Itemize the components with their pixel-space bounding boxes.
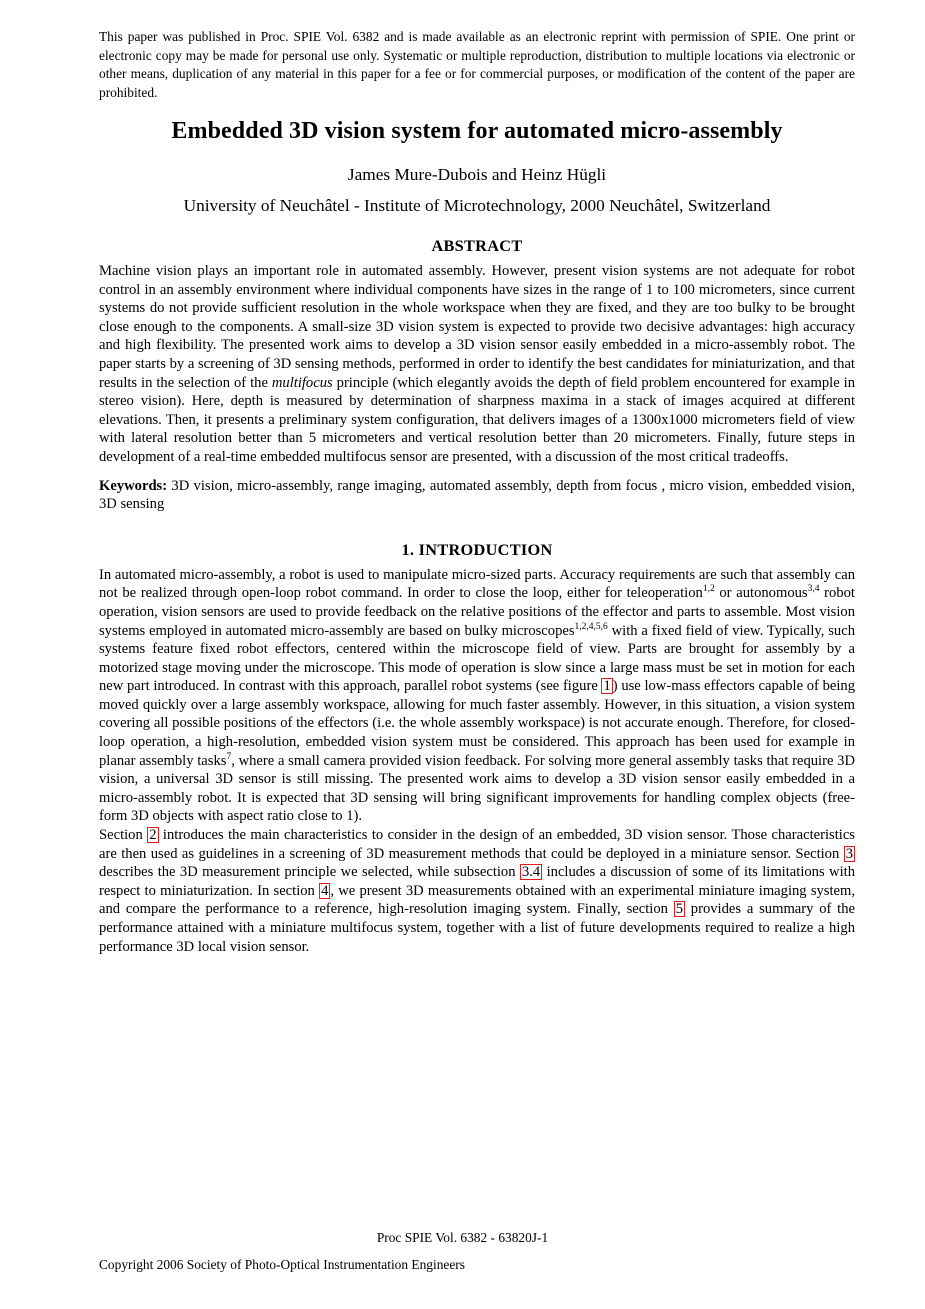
citation[interactable]: 7: [226, 751, 232, 762]
citation[interactable]: 1,2,4,5,6: [574, 621, 608, 632]
paper-page: [99, 28, 855, 956]
text-run: ) use low-mass effectors capable of being moved quickly over a large assembly workspace, allowing for much faster assembly. However, in this situation, a vision system covering all possible positions of the effectors (i.e. the whole assembly workspace) is not accurate enough. Therefore, for closed-loop operation, a high-resolution, embedded vision system must be considered. This approach has been used for example in planar assembly tasks: [99, 678, 856, 769]
text-run: introduces the main characteristics to consider in the design of an embedded, 3D vision sensor. Those characteristics are then used as guidelines in a screening of 3D measurement methods that could be deployed in a miniature sensor. Section: [99, 827, 855, 862]
affiliation: University of Neuchâtel - Institute of Microtechnology, 2000 Neuchâtel, Switzerland: [183, 196, 771, 215]
page-identifier: Proc SPIE Vol. 6382 - 63820J-1: [376, 1230, 549, 1245]
text-run: In automated micro-assembly, a robot is used to manipulate micro-sized parts. Accuracy requirements are such that assembly can not be realized through open-loop robot command. In order to close the loop, either for teleoperation: [99, 566, 855, 602]
subsection-link[interactable]: 3.4: [521, 864, 541, 881]
intro-paragraph-1: [99, 566, 855, 826]
section-link[interactable]: 5: [675, 901, 683, 918]
abstract-text-part2: principle (which elegantly avoids the depth of field problem encountered for example in stereo vision). Here, depth is measured by determination of sharpness maxima in a stack of images acquired at different elevations. Then, it presents a preliminary system configuration, that delivers images of a 1300x1000 micrometers field of view with lateral resolution better than 5 micrometers and vertical resolution better than 20 micrometers. Finally, future steps in development of a real-time embedded multifocus sensor are presented, with a discussion of the most critical tradeoffs.: [99, 374, 855, 465]
introduction-heading: 1. INTRODUCTION: [401, 539, 553, 559]
citation[interactable]: 3,4: [807, 584, 820, 595]
section-link[interactable]: 3: [845, 845, 853, 862]
text-run: includes a discussion of some of its limitations with respect to miniaturization. In section: [99, 864, 855, 899]
copyright-footer: Copyright 2006 Society of Photo-Optical Instrumentation Engineers: [99, 1257, 465, 1272]
citation[interactable]: 1,2: [702, 584, 715, 595]
text-run: , where a small camera provided vision feedback. For solving more general assembly tasks that require 3D vision, a universal 3D sensor is still missing. The presented work aims to develop a 3D vision sensor easily embedded in a micro-assembly robot. It is expected that 3D sensing will bring significant improvements for handling complex objects (free-form 3D objects with aspect ratio close to 1).: [99, 752, 855, 825]
text-run: robot operation, vision sensors are used to provide feedback on the relative positions of the effector and parts to assemble. Most vision systems employed in automated micro-assembly are based on bulky microscopes: [99, 585, 855, 639]
text-run: provides a summary of the performance attained with a miniature multifocus system, together with a list of future developments required to realize a high performance 3D local vision sensor.: [99, 901, 855, 955]
authors: James Mure-Dubois and Heinz Hügli: [347, 165, 607, 184]
intro-paragraph-2: [99, 826, 855, 956]
text-run: or autonomous: [714, 585, 808, 602]
text-run: , we present 3D measurements obtained with an experimental miniature imaging system, and compare the performance to a reference, high-resolution imaging system. Finally, section: [99, 882, 856, 918]
introduction-body: [99, 566, 855, 956]
abstract-heading: ABSTRACT: [431, 236, 523, 255]
paper-title: Embedded 3D vision system for automated micro-assembly: [171, 118, 783, 144]
abstract-text: [99, 262, 855, 467]
section-link[interactable]: 2: [149, 827, 157, 844]
figure-link[interactable]: 1: [603, 678, 611, 695]
abstract-emphasis: multifocus: [271, 374, 333, 391]
section-link[interactable]: 4: [321, 882, 329, 899]
copyright-notice: This paper was published in Proc. SPIE Vol. 6382 and is made available as an electronic reprint with permission of SPIE. One print or electronic copy may be made for personal use only. Systematic or multiple reproduction, distribution to multiple locations via electronic or other means, duplication of any material in this paper for a fee or for commercial purposes, or modification of the content of the paper are prohibited.: [99, 29, 855, 100]
keywords-label: Keywords:: [99, 477, 168, 494]
text-run: Section: [99, 827, 148, 844]
text-run: with a fixed field of view. Typically, such systems feature fixed robot effectors, centered within the microscope field of view. Parts are brought for assembly by a motorized stage moving under the microscope. This mode of operation is slow since a large mass must be set in motion for each new part introduced. In contrast with this approach, parallel robot systems (see figure: [99, 622, 855, 695]
keywords-text: 3D vision, micro-assembly, range imaging, automated assembly, depth from focus , micro vision, embedded vision, 3D sensing: [99, 477, 855, 513]
abstract-text-part1: Machine vision plays an important role in automated assembly. However, present vision systems are not adequate for robot control in an assembly environment where individual components have sizes in the range of 1 to 100 micrometers, since current systems do not provide sufficient resolution in the whole workspace when they are fixed, and they are too bulky to be brought close enough to the components. A small-size 3D vision system is expected to provide two decisive advantages: high accuracy and high flexibility. The presented work aims to develop a 3D vision sensor easily embedded in a micro-assembly robot. The paper starts by a screening of 3D sensing methods, performed in order to identify the best candidates for miniaturization, and that results in the selection of the: [99, 263, 855, 391]
text-run: describes the 3D measurement principle we selected, while subsection: [99, 864, 520, 881]
keywords: [99, 477, 855, 514]
